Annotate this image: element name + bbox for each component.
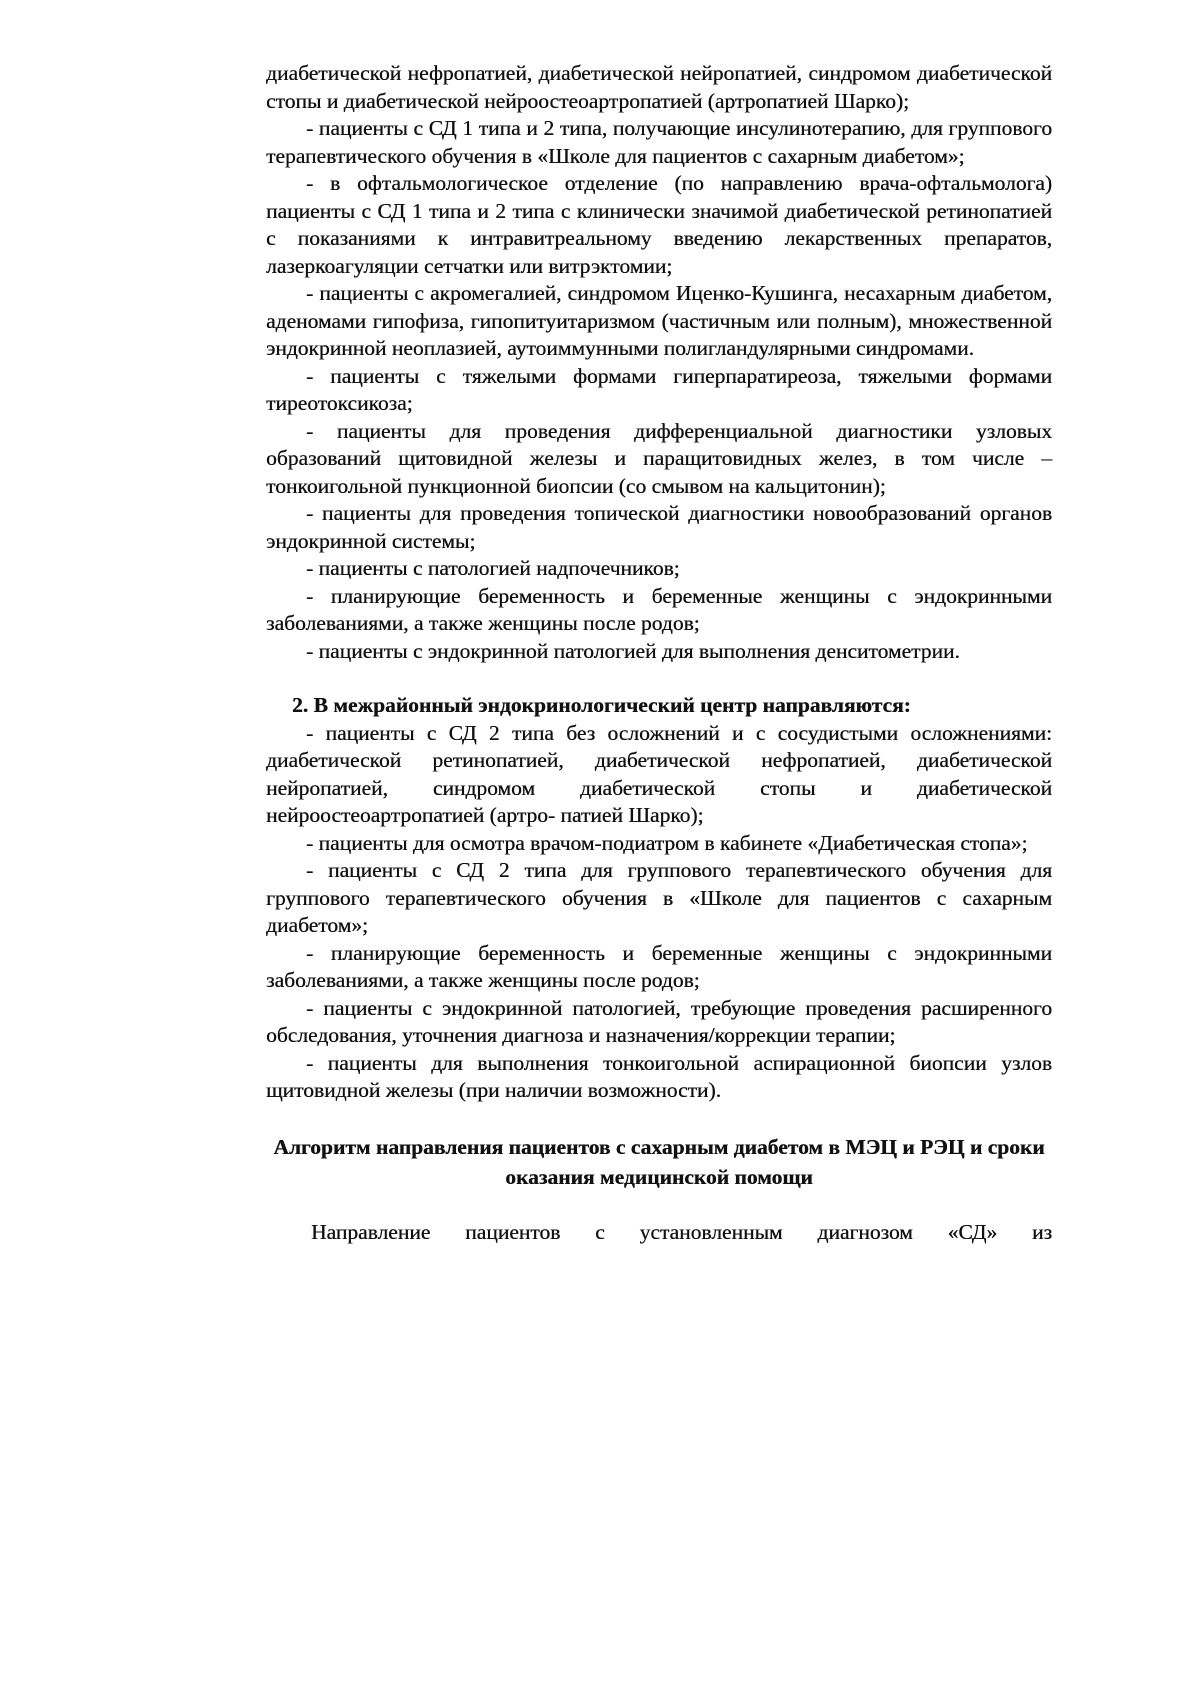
- section-2-heading: 2. В межрайонный эндокринологический центр направляются:: [292, 693, 911, 717]
- list-item: - в офтальмологическое отделение (по направлению врача-офтальмолога) пациенты с СД 1 типа и 2 типа с клинически значимой диабетической ретинопатией с показаниями к интравитреальному введению лекарственных препаратов, лазеркоагуляции сетчатки или витрэктомии;: [266, 171, 1052, 278]
- list-item: - планирующие беременность и беременные женщины с эндокринными заболеваниями, а также женщины после родов;: [266, 940, 1052, 992]
- list-item: - пациенты с СД 2 типа без осложнений и с сосудистыми осложнениями: диабетической ретинопатией, диабетической нефропатией, диабетической нейропатией, синдромом диабетической стопы и диабетической нейроостеоартропатией (артро- патией Шарко);: [266, 720, 1052, 827]
- intro-paragraph: диабетической нефропатией, диабетической нейропатией, синдромом диабетической стопы и диабетической нейроостеоартропатией (артропатией Шарко);: [266, 61, 1052, 113]
- list-item: - пациенты для проведения топической диагностики новообразований органов эндокринной системы;: [266, 501, 1052, 553]
- list-item: - планирующие беременность и беременные женщины с эндокринными заболеваниями, а также женщины после родов;: [266, 583, 1052, 635]
- list-item: - пациенты с тяжелыми формами гиперпаратиреоза, тяжелыми формами тиреотоксикоза;: [266, 363, 1052, 415]
- section-3-title: Алгоритм направления пациентов с сахарным диабетом в МЭЦ и РЭЦ и сроки оказания медицинской помощи: [273, 1134, 1045, 1189]
- list-item: - пациенты с акромегалией, синдромом Иценко-Кушинга, несахарным диабетом, аденомами гипофиза, гипопитуитаризмом (частичным или полным), множественной эндокринной неоплазией, аутоиммунными полигландулярными синдромами.: [266, 281, 1052, 360]
- last-paragraph-start: Направление пациентов с установленным диагнозом «СД» из: [311, 1219, 1052, 1244]
- list-item: - пациенты с патологией надпочечников;: [306, 556, 680, 580]
- list-item: - пациенты для осмотра врачом-подиатром в кабинете «Диабетическая стопа»;: [306, 830, 1028, 855]
- list-item: - пациенты с эндокринной патологией, требующие проведения расширенного обследования, уточнения диагноза и назначения/коррекции терапии;: [266, 995, 1052, 1047]
- list-item: - пациенты с эндокринной патологией для выполнения денситометрии.: [306, 638, 960, 663]
- list-item: - пациенты с СД 1 типа и 2 типа, получающие инсулинотерапию, для группового терапевтического обучения в «Школе для пациентов с сахарным диабетом»;: [266, 116, 1052, 168]
- list-item: - пациенты с СД 2 типа для группового терапевтического обучения для группового терапевтического обучения в «Школе для пациентов с сахарным диабетом»;: [266, 858, 1052, 937]
- document-body: [266, 60, 1052, 1246]
- list-item: - пациенты для проведения дифференциальной диагностики узловых образований щитовидной железы и паращитовидных желез, в том числе – тонкоигольной пункционной биопсии (со смывом на кальцитонин);: [266, 418, 1052, 498]
- list-item: - пациенты для выполнения тонкоигольной аспирационной биопсии узлов щитовидной железы (при наличии возможности).: [266, 1050, 1052, 1102]
